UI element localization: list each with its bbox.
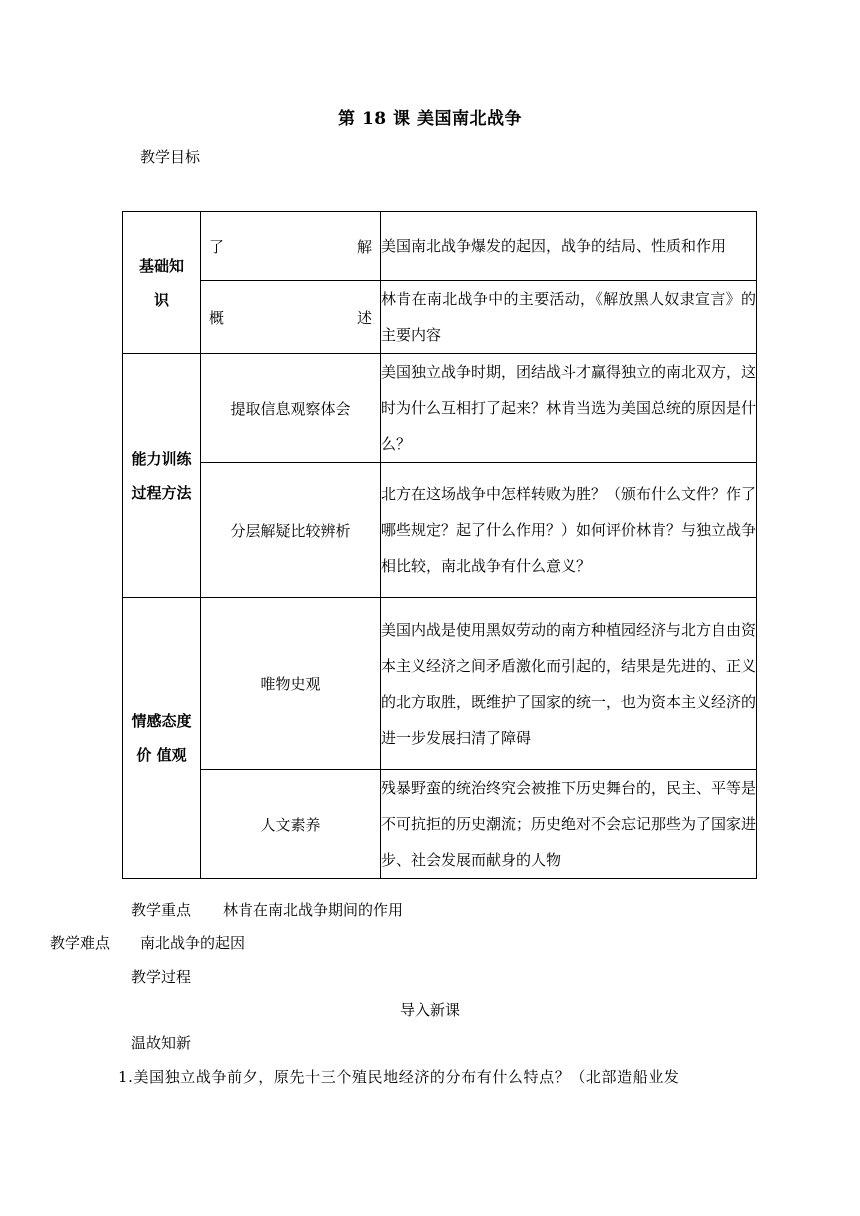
intro-heading: 导入新课 — [399, 1001, 460, 1019]
table-row — [123, 281, 757, 354]
category-cell: 基础知识 — [123, 212, 201, 354]
description-cell: 残暴野蛮的统治终究会被推下历史舞台的，民主、平等是不可抗拒的历史潮流；历史绝对不会忘记那些为了国家进步、社会发展而献身的人物 — [381, 770, 757, 879]
subcategory-cell: 提取信息观察体会 — [201, 354, 381, 463]
subcategory-label: 概 — [209, 308, 225, 327]
difficulty-text: 南北战争的起因 — [140, 934, 246, 952]
table-row — [123, 463, 757, 598]
table-row — [123, 598, 757, 770]
difficulty-label: 教学难点 — [50, 934, 111, 952]
lesson-title: 第 18 课 美国南北战争 — [338, 109, 522, 129]
review-label: 温故知新 — [131, 1034, 192, 1052]
subcategory-cell: 唯物史观 — [201, 598, 381, 770]
category-cell: 情感态度价 值观 — [123, 598, 201, 879]
process-label: 教学过程 — [131, 968, 192, 986]
key-point — [131, 899, 403, 920]
subcategory-cell: 分层解疑比较辨析 — [201, 463, 381, 598]
description-cell: 美国独立战争时期，团结战斗才赢得独立的南北双方，这时为什么互相打了起来？林肯当选为美国总统的原因是什么？ — [381, 354, 757, 463]
subcategory-label: 了 — [209, 237, 225, 256]
description-cell: 林肯在南北战争中的主要活动，《解放黑人奴隶宣言》的主要内容 — [381, 281, 757, 354]
subcategory-cell: 了 解 — [201, 212, 381, 281]
table-row — [123, 212, 757, 281]
difficulty — [50, 932, 245, 953]
question-1: 1.美国独立战争前夕，原先十三个殖民地经济的分布有什么特点？（北部造船业发 — [118, 1068, 680, 1086]
table-row — [123, 354, 757, 463]
table-row — [123, 770, 757, 879]
description-cell: 美国南北战争爆发的起因，战争的结局、性质和作用 — [381, 212, 757, 281]
category-cell: 能力训练过程方法 — [123, 354, 201, 598]
description-cell: 美国内战是使用黑奴劳动的南方种植园经济与北方自由资本主义经济之间矛盾激化而引起的，结果是先进的、正义的北方取胜，既维护了国家的统一，也为资本主义经济的进一步发展扫清了障碍 — [381, 598, 757, 770]
subcategory-cell: 概 述 — [201, 281, 381, 354]
description-cell: 北方在这场战争中怎样转败为胜？（颁布什么文件？作了哪些规定？起了什么作用？）如何评价林肯？与独立战争相比较，南北战争有什么意义？ — [381, 463, 757, 598]
key-point-label: 教学重点 — [131, 901, 192, 919]
objectives-label: 教学目标 — [140, 148, 201, 166]
objectives-table — [122, 211, 757, 879]
key-point-text: 林肯在南北战争期间的作用 — [223, 901, 404, 919]
subcategory-cell: 人文素养 — [201, 770, 381, 879]
